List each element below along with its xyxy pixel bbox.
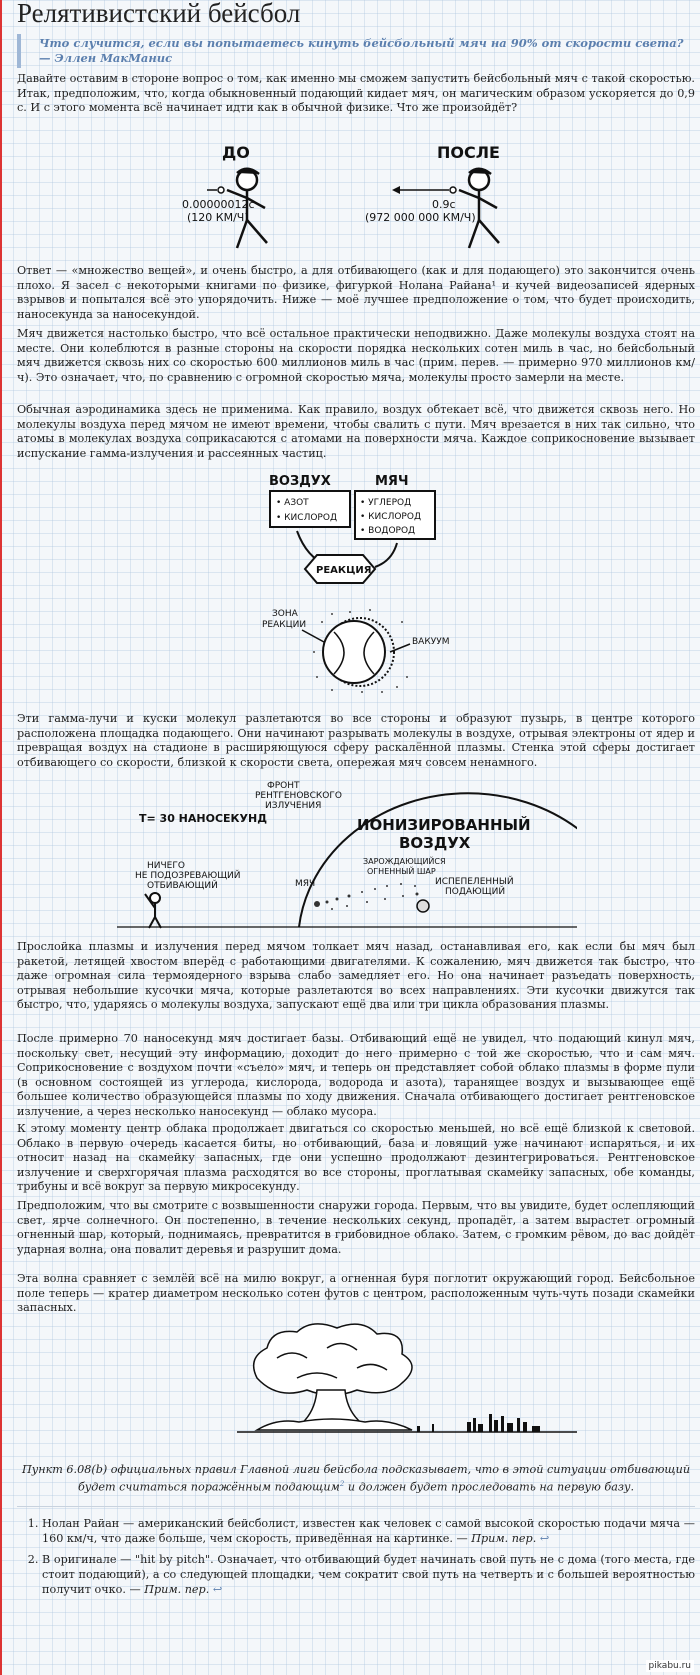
ball-item: • УГЛЕРОД xyxy=(360,498,412,508)
ball-label: МЯЧ xyxy=(295,879,316,889)
paragraph-4: Обычная аэродинамика здесь не применима. Как правило, воздух обтекает всё, что движется сквозь него. Но молекулы воздуха перед мячом не имеют времени, чтобы свалить с пути. Мяч врезается в них так сильно, что атомы в молекулах воздуха соприкасаются с атомами на поверхности мяча. Каждое соприкосновение вызывает испускание гамма-излучения и рассеянных частиц. xyxy=(17,403,695,460)
fireball-label: ОГНЕННЫЙ ШАР xyxy=(367,867,436,876)
mushroom-cap xyxy=(254,1324,412,1395)
paragraph-8: К этому моменту центр облака продолжает двигаться со скоростью меньшей, но всё ещё близкой к световой. Облако в первую очередь касается биты, но отбивающий, база и ловящий уже начинают испаряться, и их относит назад на скамейку запасных, где они успешно продолжают дезинтегрироваться. Рентгеновское излучение и сверхгорячая плазма расходятся во все стороны, проглатывая скамейку запасных, обе команды, трибуны и всё вокруг за первую микросекунду. xyxy=(17,1122,695,1194)
footnote-return-link[interactable]: ↩ xyxy=(212,1583,223,1596)
figure-ball-reaction-zone xyxy=(262,592,482,702)
paragraph-2: Ответ — «множество вещей», и очень быстро, а для отбивающего (как и для подающего) это закончится очень плохо. Я засел с некоторыми книгами по физике, фигуркой Нолана Райана¹ и кучей видеозаписей ядерных взрывов и попытался всё это упорядочить. Ниже — моё лучшее предположение о том, что будет происходить, наносекунда за наносекундой. xyxy=(17,264,695,321)
before-speed-c: 0.00000012c xyxy=(182,198,255,211)
caption-footnote-ref[interactable]: 2 xyxy=(339,1480,345,1488)
batter-figure xyxy=(145,893,161,928)
left-margin-line xyxy=(0,0,2,1675)
front-label: ИЗЛУЧЕНИЯ xyxy=(265,801,322,811)
paragraph-7: После примерно 70 наносекунд мяч достигает базы. Отбивающий ещё не увидел, что подающий кинул мяч, поскольку свет, несущий эту информацию, доходит до него примерно с той же скоростью, что и сам мяч. Соприкосновение с воздухом почти «съело» мяч, и теперь он представляет собой облако плазмы в форме пули (в основном состоящей из углерода, кислорода, водорода и азота), таранящее воздух и вызывающее ещё большее количество образующейся плазмы по ходу движения. Сначала отбивающего достигает рентгеновское излучение, а через несколько наносекунд — облако мусора. xyxy=(17,1032,695,1118)
paragraph-1: Давайте оставим в стороне вопрос о том, как именно мы сможем запустить бейсбольный мяч с такой скоростью. Итак, предположим, что, когда обыкновенный подающий кидает мяч, он магическим образом ускоряется до 0,9 с. И с этого момента всё начинает идти как в обычной физике. Что же произойдёт? xyxy=(17,72,695,115)
figure-reaction-diagram xyxy=(267,473,457,593)
ball-item: • КИСЛОРОД xyxy=(360,512,421,522)
figure-mushroom-cloud xyxy=(237,1318,577,1446)
batter-label: ОТБИВАЮЩИЙ xyxy=(147,881,218,891)
page-title: Релятивистский бейсбол xyxy=(17,0,301,28)
fireball-label: ЗАРОЖДАЮЩИЙСЯ xyxy=(363,857,446,866)
footnote-return-link[interactable]: ↩ xyxy=(539,1532,550,1545)
reaction-label: РЕАКЦИЯ xyxy=(316,565,372,576)
front-label: ФРОНТ xyxy=(267,781,300,791)
before-label: ДО xyxy=(222,143,250,162)
pitcher-label: ИСПЕПЕЛЕННЫЙ xyxy=(435,877,514,887)
zone-label: ЗОНА xyxy=(272,609,298,619)
paragraph-5: Эти гамма-лучи и куски молекул разлетаются во все стороны и образуют пузырь, в центре которого расположена площадка подающего. Они начинают разрывать молекулы в воздухе, отрывая электроны от ядер и превращая воздух на стадионе в расширяющуюся сферу раскалённой плазмы. Стенка этой сферы достигает отбивающего со скорости, близкой к скорости света, опережая мяч совсем ненамного. xyxy=(17,712,695,769)
vacuum-label: ВАКУУМ xyxy=(412,637,450,647)
front-label: РЕНТГЕНОВСКОГО xyxy=(255,791,342,801)
city-skyline xyxy=(417,1414,540,1432)
ball-circle xyxy=(323,621,385,683)
after-label: ПОСЛЕ xyxy=(437,143,500,162)
ball-title: МЯЧ xyxy=(375,474,409,489)
paragraph-6: Прослойка плазмы и излучения перед мячом толкает мяч назад, останавливая его, как если бы мяч был ракетой, летящей хвостом вперёд с работающими двигателями. К сожалению, мяч движется так быстро, что даже огромная сила термоядерного взрыва слабо замедляет его. Но она начинает разъедать поверхность, отрывая небольшие кусочки мяча, которые разлетаются во всех направлениях. Эти кусочки движутся так быстро, что, ударяясь о молекулы воздуха, запускают ещё два или три цикла образования плазмы. xyxy=(17,940,695,1012)
paragraph-3: Мяч движется настолько быстро, что всё остальное практически неподвижно. Даже молекулы воздуха стоят на месте. Они колеблются в разные стороны на скорости порядка нескольких сотен миль в час, но бейсбольный мяч движется сквозь них со скоростью 600 миллионов миль в час (прим. перев. — примерно 970 миллионов км/ч). Это означает, что, по сравнению с огромной скоростью мяча, молекулы просто замерли на месте. xyxy=(17,327,695,384)
paragraph-10: Эта волна сравняет с землёй всё на милю вокруг, а огненная буря поглотит окружающий город. Бейсбольное поле теперь — кратер диаметром несколько сотен футов с центром, расположенным чуть-чуть позади скамейки запасных. xyxy=(17,1272,695,1315)
ionized-label: ВОЗДУХ xyxy=(399,834,471,852)
epigraph-author: — Эллен МакМанис xyxy=(39,51,173,65)
batter-label: НИЧЕГО xyxy=(147,861,185,871)
footnote-2: 2. В оригинале — "hit by pitch". Означает, что отбивающий будет начинать свой путь не с дома (того места, где стоит подающий), а со следующей площадки, чем сократит свой путь на четверть и с большей вероятностью получит очко. — Прим. пер. ↩ xyxy=(42,1552,695,1597)
air-item: • КИСЛОРОД xyxy=(276,513,337,523)
plasma-particles xyxy=(314,883,419,910)
zone-label: РЕАКЦИИ xyxy=(262,620,307,630)
article xyxy=(17,0,695,1596)
footnote-1: 1. Нолан Райан — американский бейсболист, известен как человек с самой высокой скоростью подачи мяча — 160 км/ч, что даже больше, чем скорость, приведённая на картинке. — Прим. пер. ↩ xyxy=(42,1516,695,1546)
air-item: • АЗОТ xyxy=(276,498,309,508)
after-speed-kmh: (972 000 000 КМ/Ч) xyxy=(365,211,476,224)
figure-caption: Пункт 6.08(b) официальных правил Главной лиги бейсбола подсказывает, что в этой ситуации отбивающий будет считаться поражённым подающим$^2$ и должен будет проследовать на первую базу. xyxy=(21,1463,691,1494)
mushroom-base xyxy=(257,1419,412,1430)
epigraph-text: Что случится, если вы попытаетесь кинуть бейсбольный мяч на 90% от скорости света? xyxy=(39,36,684,50)
paragraph-9: Предположим, что вы смотрите с возвышенности снаружи города. Первым, что вы увидите, будет ослепляющий свет, ярче солнечного. Он постепенно, в течение нескольких секунд, пропадёт, а затем вырастет огромный огненный шар, который, поднимаясь, превратится в грибовидное облако. Затем, с громким рёвом, до вас дойдёт ударная волна, она повалит деревья и разрушит дома. xyxy=(17,1199,695,1256)
footnotes-divider xyxy=(17,1506,695,1507)
pitcher-after-figure xyxy=(459,169,499,248)
footnotes xyxy=(17,1516,695,1603)
figure-before-after xyxy=(167,128,587,258)
watermark: pikabu.ru xyxy=(646,1660,694,1672)
time-label: T= 30 НАНОСЕКУНД xyxy=(139,812,268,825)
air-title: ВОЗДУХ xyxy=(269,474,331,489)
epigraph xyxy=(17,34,695,68)
after-speed-c: 0.9c xyxy=(432,198,456,211)
before-speed-kmh: (120 КМ/Ч) xyxy=(187,211,249,224)
batter-label: НЕ ПОДОЗРЕВАЮЩИЙ xyxy=(135,871,241,881)
pitcher-label: ПОДАЮЩИЙ xyxy=(445,887,506,897)
ionized-label: ИОНИЗИРОВАННЫЙ xyxy=(357,816,531,834)
ball-item: • ВОДОРОД xyxy=(360,526,416,536)
figure-plasma-bubble xyxy=(117,774,577,934)
